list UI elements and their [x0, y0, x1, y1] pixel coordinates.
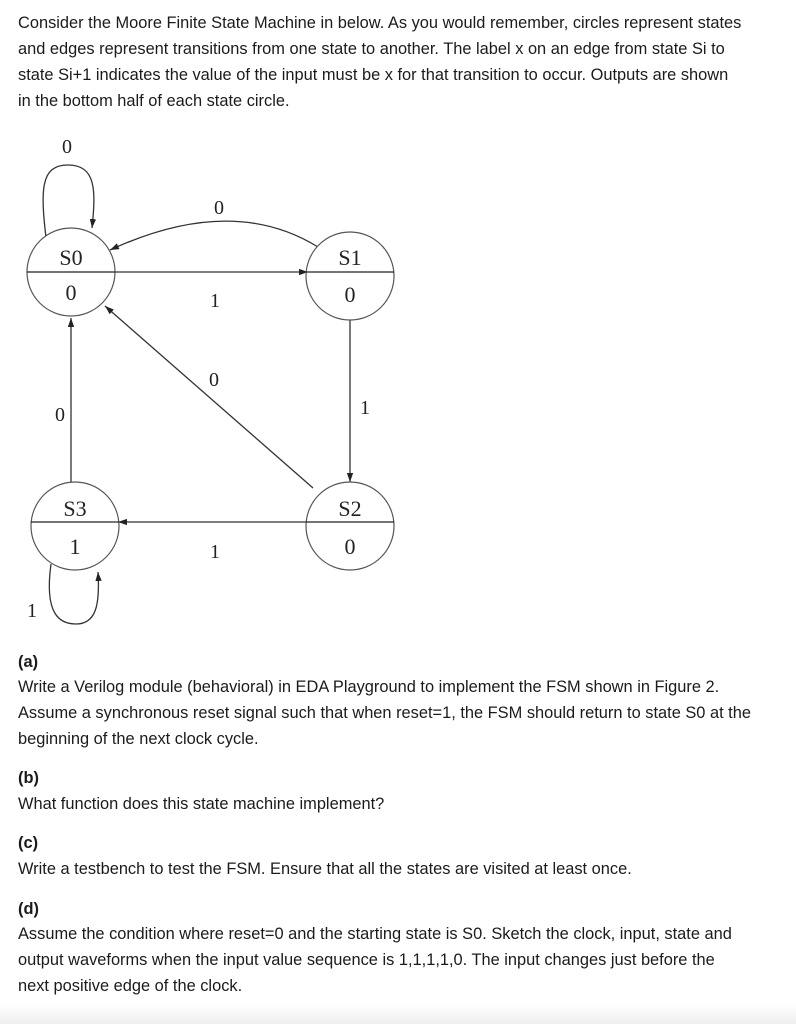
- intro-line: state Si+1 indicates the value of the input must be x for that transition to occur. Outputs are shown: [18, 66, 729, 84]
- edge-label-s2-s0: 0: [209, 369, 219, 391]
- edge-label-s1-s2: 1: [360, 397, 370, 419]
- state-s3: [31, 482, 119, 570]
- question-b-text: [18, 791, 788, 817]
- intro-line: Consider the Moore Finite State Machine in below. As you would remember, circles represent states: [18, 14, 742, 32]
- state-s0: [27, 228, 115, 316]
- bottom-fade: [0, 1004, 796, 1024]
- question-c-text: [18, 856, 788, 882]
- state-s3-name: S3: [63, 496, 87, 521]
- state-s2: [306, 482, 394, 570]
- fsm-diagram: [0, 120, 420, 640]
- question-a-line: beginning of the next clock cycle.: [18, 730, 259, 748]
- edge-s3-s3: [49, 564, 98, 624]
- edge-s1-s0: [110, 221, 318, 250]
- state-s0-output: 0: [65, 280, 77, 305]
- edge-label-s3-s3: 1: [27, 600, 37, 622]
- question-a-text: [18, 674, 788, 752]
- question-d-line: Assume the condition where reset=0 and the starting state is S0. Sketch the clock, input, state and: [18, 925, 732, 943]
- state-s3-output: 1: [69, 534, 81, 559]
- state-s0-name: S0: [59, 245, 83, 270]
- question-d-label: (d): [18, 900, 39, 918]
- question-d-text: [18, 921, 788, 999]
- edge-label-s1-s0: 0: [214, 197, 224, 219]
- state-s1: [306, 232, 394, 320]
- state-s1-name: S1: [338, 245, 362, 270]
- question-c-label: (c): [18, 834, 39, 852]
- question-a-line: Assume a synchronous reset signal such that when reset=1, the FSM should return to state S0 at the: [18, 704, 751, 722]
- question-d-line: output waveforms when the input value sequence is 1,1,1,1,0. The input changes just before the: [18, 951, 715, 969]
- state-s2-output: 0: [344, 534, 356, 559]
- intro-paragraph: [18, 10, 788, 114]
- question-a-label: (a): [18, 653, 39, 671]
- edge-s2-s0: [105, 306, 313, 488]
- question-d-line: next positive edge of the clock.: [18, 977, 243, 995]
- question-b-line: What function does this state machine implement?: [18, 795, 385, 813]
- edge-label-s0-s1: 1: [210, 290, 220, 312]
- question-b-label: (b): [18, 769, 39, 787]
- edge-label-s0-s0: 0: [62, 136, 72, 158]
- question-c-line: Write a testbench to test the FSM. Ensure that all the states are visited at least once.: [18, 860, 632, 878]
- question-a-line: Write a Verilog module (behavioral) in EDA Playground to implement the FSM shown in Figure 2.: [18, 678, 720, 696]
- intro-line: and edges represent transitions from one state to another. The label x on an edge from state Si to: [18, 40, 725, 58]
- intro-line: in the bottom half of each state circle.: [18, 92, 290, 110]
- edge-label-s3-s0: 0: [55, 404, 65, 426]
- edge-label-s2-s3: 1: [210, 541, 220, 563]
- state-s1-output: 0: [344, 282, 356, 307]
- state-s2-name: S2: [338, 496, 362, 521]
